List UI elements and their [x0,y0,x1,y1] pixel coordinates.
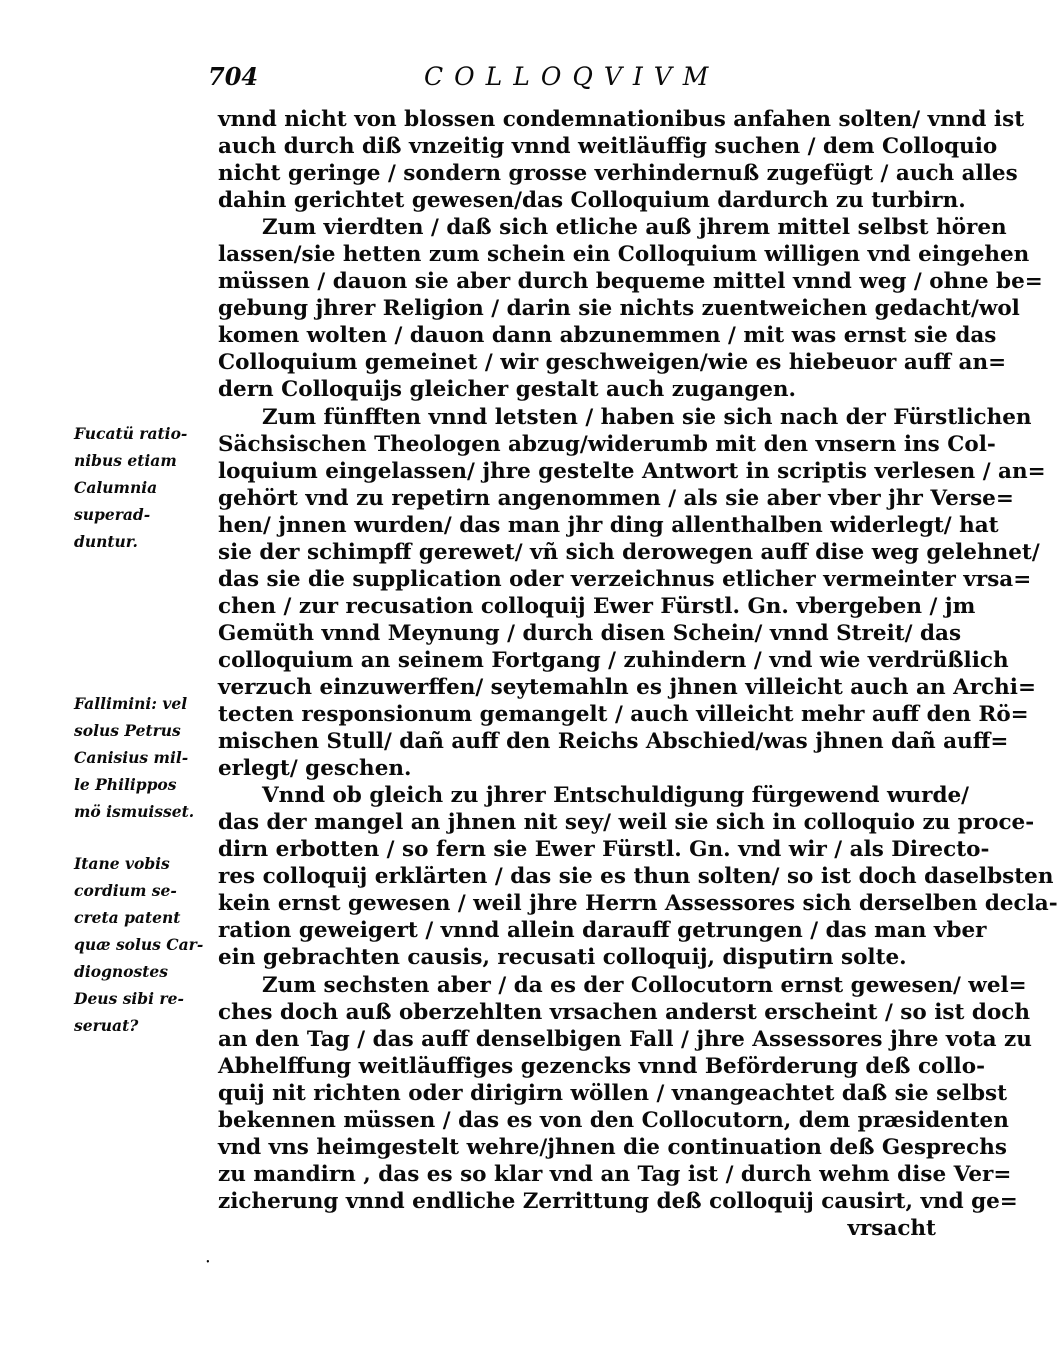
text-line: ches doch auß oberzehlten vrsachen anderst erscheint / so ist doch [218,999,1031,1025]
text-line: verzuch einzuwerffen/ seytemahln es jhnen villeicht auch an Archi= [218,674,1036,700]
printer-mark: ⸳ [206,1252,210,1268]
margin-note-line: le Philippos [74,775,177,794]
text-line: das sie die supplication oder verzeichnus etlicher vermeinter vrsa= [218,566,1032,592]
text-line: loquium eingelassen/ jhre gestelte Antwort in scriptis verlesen / an= [218,458,1046,484]
text-line: zicherung vnnd endliche Zerrittung deß colloquij causirt, vnd ge= [218,1188,1018,1214]
text-line: gehört vnd zu repetirn angenommen / als sie aber vber jhr Verse= [218,485,1014,511]
text-line: Abhelffung weitläuffiges gezencks vnnd Beförderung deß collo- [218,1053,985,1079]
paragraph-start-line: Zum fünfften vnnd letsten / haben sie sich nach der Fürstlichen [262,404,1032,430]
text-line: Colloquium gemeinet / wir geschweigen/wie es hiebeuor auff an= [218,350,1007,376]
running-title: COLLOQVIVM [424,62,720,91]
margin-note-line: solus Petrus [74,721,181,740]
text-line: vnd vns heimgestelt wehre/jhnen die continuation deß Gesprechs [218,1134,1007,1160]
text-line: kein ernst gewesen / weil jhre Herrn Assessores sich derselben decla- [218,891,1058,917]
text-line: ein gebrachten causis, recusati colloquij, disputirn solte. [218,945,907,971]
margin-note-line: Canisius mil- [74,748,189,767]
page-number: 704 [208,62,259,91]
text-line: dahin gerichtet gewesen/das Colloquium dardurch zu turbirn. [218,188,966,214]
margin-note-line: diognostes [74,962,168,981]
text-line: das der mangel an jhnen nit sey/ weil sie sich in colloquio zu proce- [218,810,1035,836]
text-line: tecten responsionum gemangelt / auch villeicht mehr auff den Rö= [218,702,1029,728]
catchword: vrsacht [847,1215,936,1241]
text-line: quij nit richten oder dirigirn wöllen / vnangeachtet daß sie selbst [218,1080,1008,1106]
text-line: an den Tag / das auff denselbigen Fall / jhre Assessores jhre vota zu [218,1026,1032,1052]
text-line: Sächsischen Theologen abzug/widerumb mit den vnsern ins Col- [218,431,996,457]
margin-note-line: duntur. [74,532,138,551]
text-line: hen/ jnnen wurden/ das man jhr ding allenthalben widerlegt/ hat [218,512,999,538]
margin-note-line: Deus sibi re- [74,989,184,1008]
margin-note-line: Calumnia [74,478,158,497]
margin-note [74,420,212,555]
text-line: auch durch diß vnzeitig vnnd weitläuffig suchen / dem Colloquio [218,134,998,160]
margin-note [74,690,212,825]
text-line: zu mandirn , das es so klar vnd an Tag ist / durch wehm dise Ver= [218,1161,1012,1187]
margin-note-line: quæ solus Car- [74,935,204,954]
margin-note-line: Fallimini: vel [74,694,188,713]
text-line: chen / zur recusation colloquij Ewer Fürstl. Gn. vbergeben / jm [218,593,976,619]
text-line: colloquium an seinem Fortgang / zuhindern / vnd wie verdrüßlich [218,647,1009,673]
margin-note-line: mö ismuisset. [74,802,195,821]
text-line: res colloquij erklärten / das sie es thun solten/ so ist doch daselbsten [218,864,1054,890]
text-line: bekennen müssen / das es von den Collocutorn, dem præsidenten [218,1107,1009,1133]
text-line: lassen/sie hetten zum schein ein Colloquium willigen vnd eingehen [218,242,1030,268]
text-line: gebung jhrer Religion / darin sie nichts zuentweichen gedacht/wol [218,296,1020,322]
paragraph-start-line: Zum sechsten aber / da es der Collocutorn ernst gewesen/ wel= [262,972,1027,998]
main-text-block [218,106,1058,1242]
text-line: Gemüth vnnd Meynung / durch disen Schein/ vnnd Streit/ das [218,620,962,646]
page-header [208,62,948,102]
text-line: ration geweigert / vnnd allein darauff getrungen / das man vber [218,918,987,944]
margin-note-line: Itane vobis [74,854,170,873]
text-line: mischen Stull/ dañ auff den Reichs Abschied/was jhnen dañ auff= [218,729,1009,755]
paragraph-start-line: Zum vierdten / daß sich etliche auß jhrem mittel selbst hören [262,215,1007,241]
margin-note-line: cordium se- [74,881,177,900]
margin-note-line: superad- [74,505,151,524]
text-line: sie der schimpff gerewet/ vñ sich derowegen auff dise weg gelehnet/ [218,539,1040,565]
margin-note [74,850,212,1039]
text-line: komen wolten / dauon dann abzunemmen / mit was ernst sie das [218,323,997,349]
margin-note-line: seruat? [74,1016,139,1035]
paragraph-start-line: Vnnd ob gleich zu jhrer Entschuldigung fürgewend wurde/ [262,783,970,809]
margin-note-line: nibus etiam [74,451,177,470]
text-line: müssen / dauon sie aber durch bequeme mittel vnnd weg / ohne be= [218,269,1043,295]
margin-note-line: creta patent [74,908,181,927]
text-line: dern Colloquijs gleicher gestalt auch zugangen. [218,377,797,403]
text-line: vnnd nicht von blossen condemnationibus anfahen solten/ vnnd ist [218,107,1025,132]
text-line: nicht geringe / sondern grosse verhindernuß zugefügt / auch alles [218,161,1018,187]
text-line: erlegt/ geschen. [218,756,412,782]
text-line: dirn erbotten / so fern sie Ewer Fürstl. Gn. vnd wir / als Directo- [218,837,990,863]
margin-note-line: Fucatü ratio- [74,424,188,443]
